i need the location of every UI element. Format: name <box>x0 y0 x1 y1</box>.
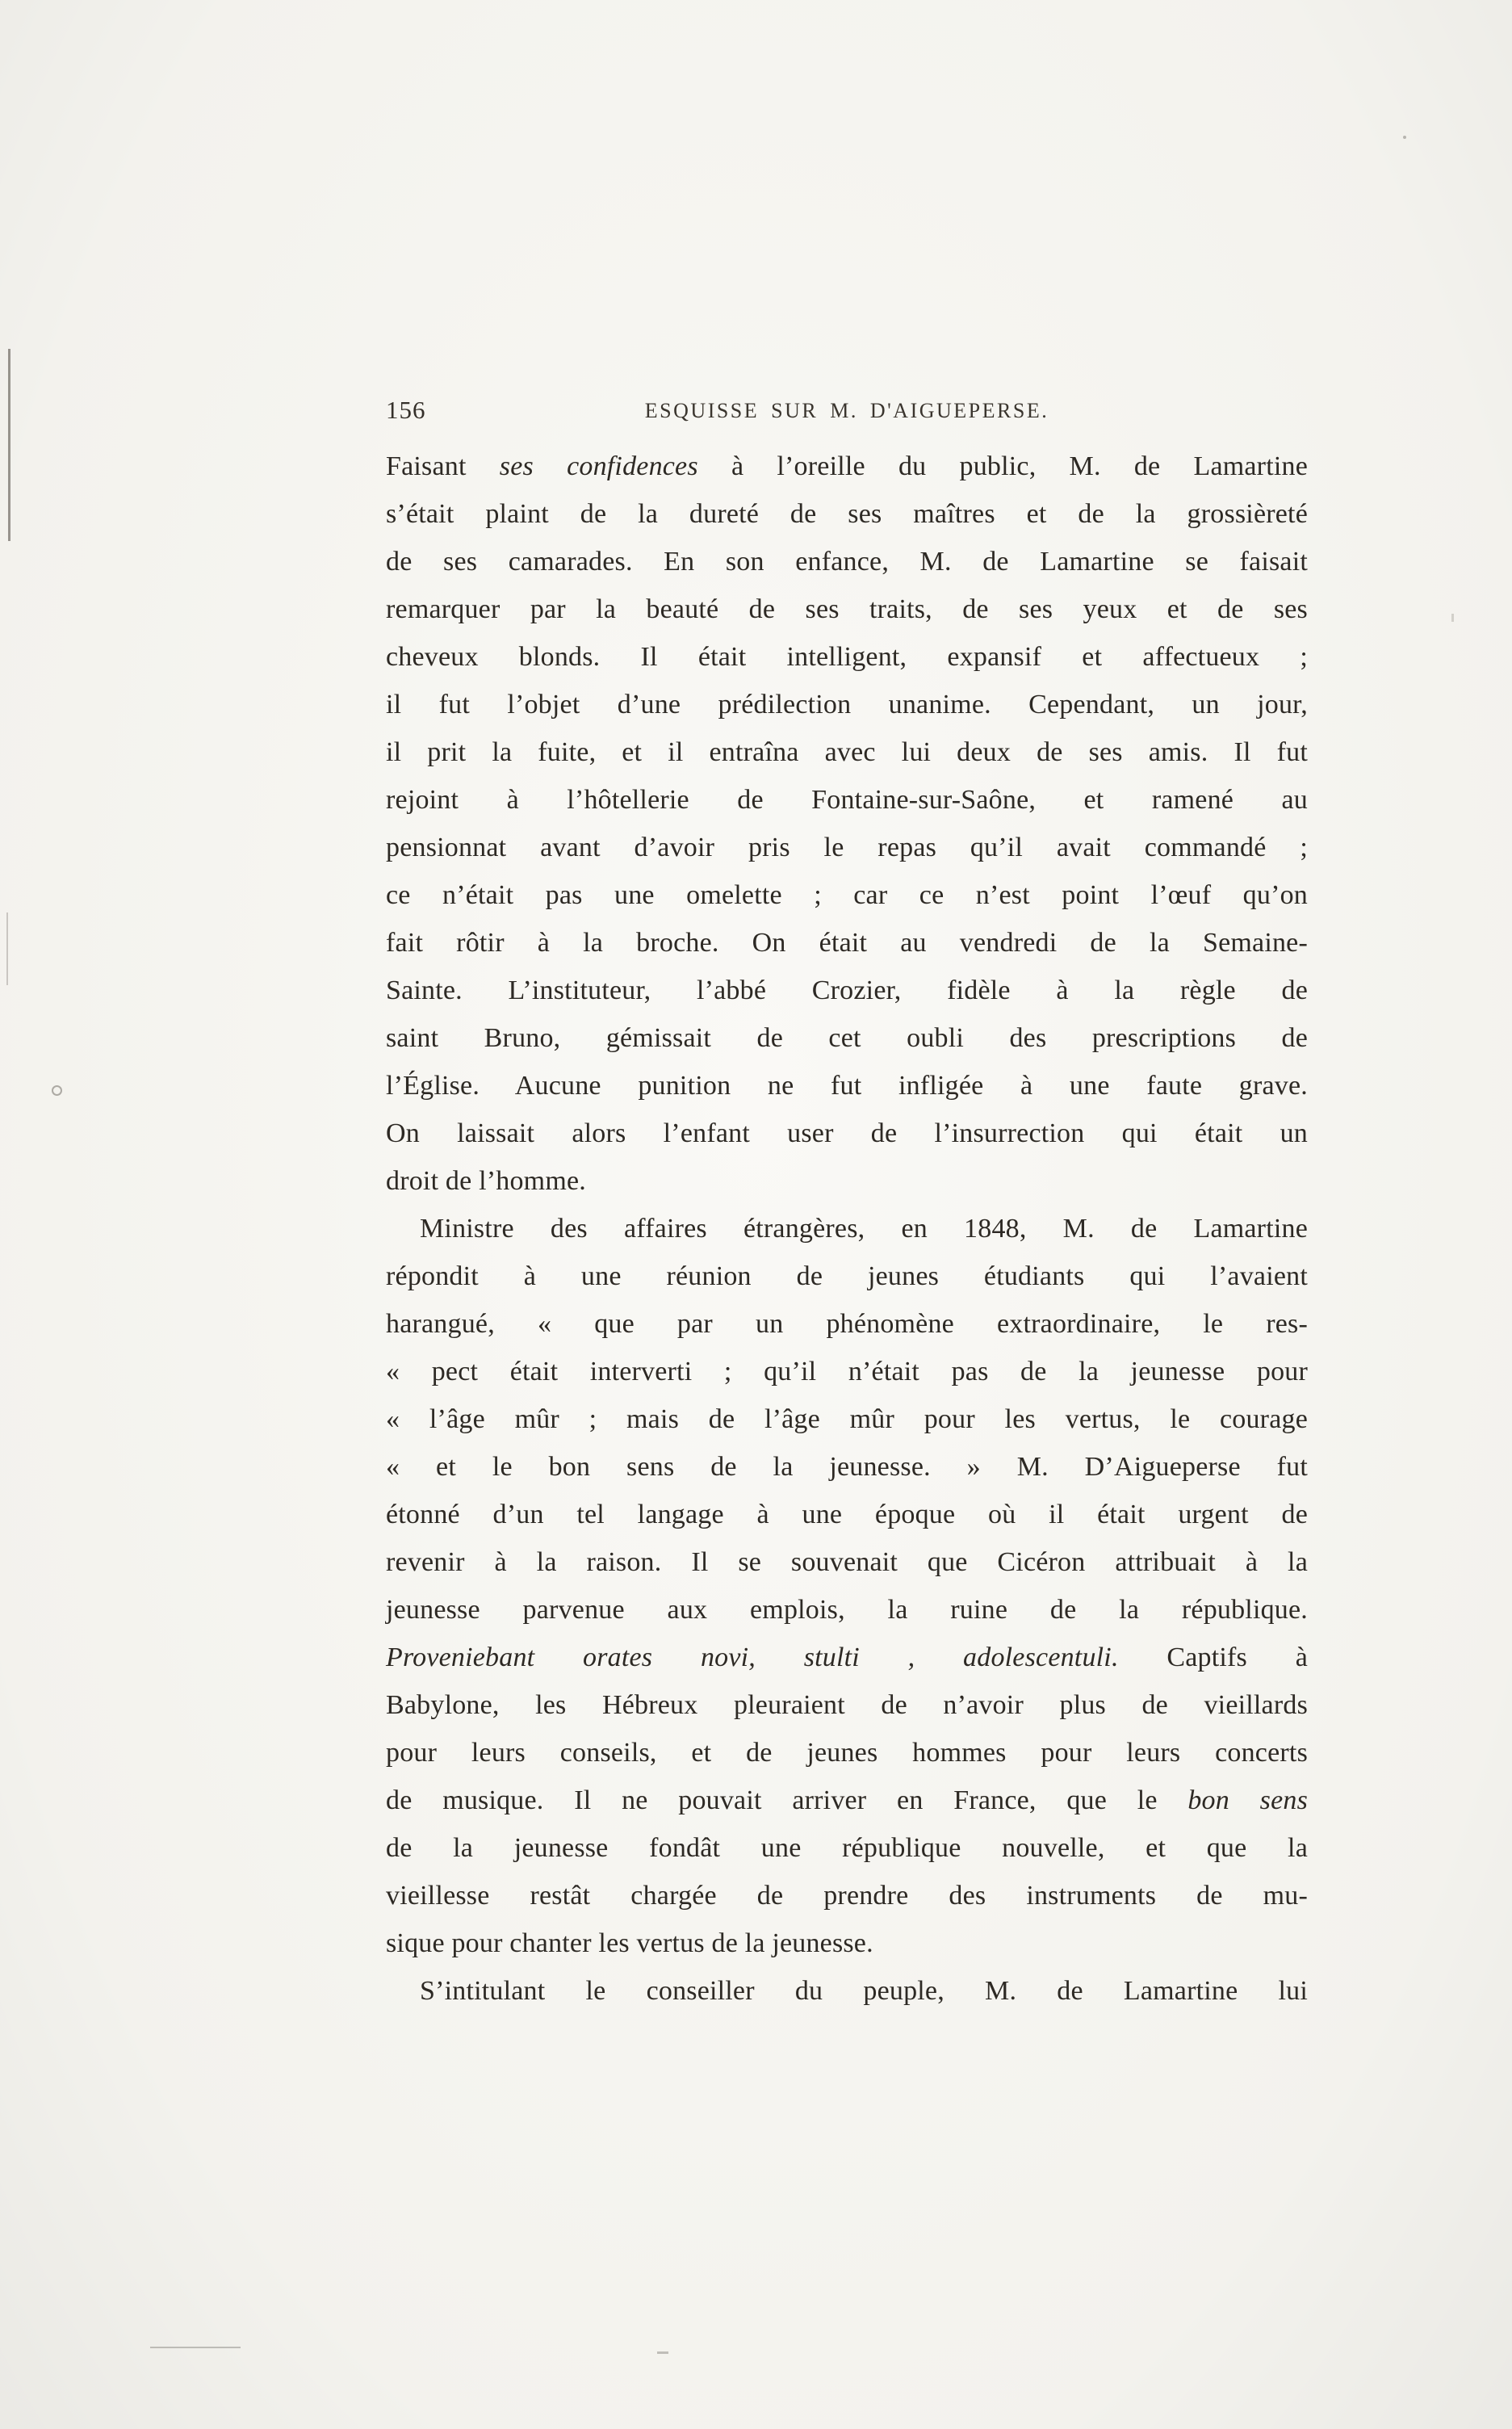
scan-artifact-margin-dot <box>52 1085 62 1096</box>
scan-artifact-left-line-2 <box>6 912 8 985</box>
text-line <box>386 1110 1308 1157</box>
text-line <box>386 1919 1308 1967</box>
text-line <box>386 728 1308 776</box>
scan-artifact-bottom-dot <box>657 2351 668 2354</box>
text-line <box>386 1157 1308 1205</box>
text-line <box>386 919 1308 967</box>
text-segment: sique pour chanter les vertus de la jeunesse. <box>386 1928 873 1958</box>
page-number: 156 <box>386 396 426 424</box>
text-segment: Ministre des affaires étrangères, en 1848, M. de Lamartine <box>420 1214 1308 1244</box>
text-line <box>386 1824 1308 1872</box>
text-segment: s’était plaint de la dureté de ses maîtres et de la grossièreté <box>386 499 1308 529</box>
text-line <box>386 1014 1308 1062</box>
text-line <box>386 585 1308 633</box>
text-segment: cheveux blonds. Il était intelligent, expansif et affectueux ; <box>386 642 1308 672</box>
text-line <box>386 1872 1308 1919</box>
text-segment: l’Église. Aucune punition ne fut infligée à une faute grave. <box>386 1071 1308 1101</box>
text-segment: harangué, « que par un phénomène extraordinaire, le res- <box>386 1309 1308 1339</box>
text-line <box>386 538 1308 585</box>
text-line <box>386 871 1308 919</box>
text-line <box>386 1252 1308 1300</box>
scan-artifact-speck <box>1403 136 1406 139</box>
text-segment: Sainte. L’instituteur, l’abbé Crozier, fidèle à la règle de <box>386 975 1308 1005</box>
text-segment: il fut l’objet d’une prédilection unanime. Cependant, un jour, <box>386 690 1308 719</box>
text-line <box>386 1967 1308 2015</box>
text-line <box>386 1205 1308 1252</box>
page-header <box>386 392 1308 431</box>
text-segment: étonné d’un tel langage à une époque où il était urgent de <box>386 1500 1308 1529</box>
italic-text-segment: ses confidences <box>499 451 698 481</box>
text-segment: « l’âge mûr ; mais de l’âge mûr pour les vertus, le courage <box>386 1404 1308 1434</box>
text-segment: On laissait alors l’enfant user de l’insurrection qui était un <box>386 1118 1308 1148</box>
text-line <box>386 633 1308 681</box>
text-line <box>386 824 1308 871</box>
text-line <box>386 1491 1308 1538</box>
text-line <box>386 1777 1308 1824</box>
text-line <box>386 681 1308 728</box>
scan-artifact-speck-2 <box>1451 614 1454 622</box>
text-line <box>386 1443 1308 1491</box>
text-segment: ce n’était pas une omelette ; car ce n’est point l’œuf qu’on <box>386 880 1308 910</box>
text-line <box>386 443 1308 490</box>
text-segment: de la jeunesse fondât une république nouvelle, et que la <box>386 1833 1308 1863</box>
text-line <box>386 967 1308 1014</box>
text-segment: il prit la fuite, et il entraîna avec lui deux de ses amis. Il fut <box>386 737 1308 767</box>
text-line <box>386 1681 1308 1729</box>
text-line <box>386 1062 1308 1110</box>
text-line <box>386 1729 1308 1777</box>
text-line <box>386 490 1308 538</box>
running-title: ESQUISSE SUR M. D'AIGUEPERSE. <box>644 399 1049 422</box>
scan-artifact-bottom-line <box>150 2347 241 2348</box>
text-segment: Faisant <box>386 451 500 481</box>
text-segment: droit de l’homme. <box>386 1166 586 1196</box>
text-segment: saint Bruno, gémissait de cet oubli des prescriptions de <box>386 1023 1308 1053</box>
italic-text-segment: bon sens <box>1187 1785 1308 1815</box>
text-line <box>386 1634 1308 1681</box>
text-line <box>386 1395 1308 1443</box>
text-segment: « et le bon sens de la jeunesse. » M. D’Aigueperse fut <box>386 1452 1308 1482</box>
text-line <box>386 1586 1308 1634</box>
text-segment: pour leurs conseils, et de jeunes hommes pour leurs concerts <box>386 1738 1308 1768</box>
text-segment: jeunesse parvenue aux emplois, la ruine de la république. <box>386 1595 1308 1625</box>
italic-text-segment: Proveniebant orates novi, stulti , adolescentuli. <box>386 1642 1119 1672</box>
text-segment: Babylone, les Hébreux pleuraient de n’avoir plus de vieillards <box>386 1690 1308 1720</box>
text-segment: « pect était interverti ; qu’il n’était pas de la jeunesse pour <box>386 1357 1308 1387</box>
text-segment: pensionnat avant d’avoir pris le repas qu’il avait commandé ; <box>386 833 1308 862</box>
text-line <box>386 1300 1308 1348</box>
text-segment: S’intitulant le conseiller du peuple, M. de Lamartine lui <box>420 1976 1308 2006</box>
body-text <box>386 443 1308 2015</box>
text-line <box>386 1348 1308 1395</box>
text-line <box>386 776 1308 824</box>
text-segment: répondit à une réunion de jeunes étudiants qui l’avaient <box>386 1261 1308 1291</box>
text-segment: de musique. Il ne pouvait arriver en France, que le <box>386 1785 1188 1815</box>
scan-artifact-left-line <box>8 349 10 541</box>
text-segment: rejoint à l’hôtellerie de Fontaine-sur-Saône, et ramené au <box>386 785 1308 815</box>
text-segment: de ses camarades. En son enfance, M. de Lamartine se faisait <box>386 547 1308 577</box>
text-segment: revenir à la raison. Il se souvenait que Cicéron attribuait à la <box>386 1547 1308 1577</box>
text-segment: Captifs à <box>1118 1642 1309 1672</box>
text-segment: remarquer par la beauté de ses traits, de ses yeux et de ses <box>386 594 1308 624</box>
text-segment: vieillesse restât chargée de prendre des instruments de mu- <box>386 1881 1308 1911</box>
text-segment: fait rôtir à la broche. On était au vendredi de la Semaine- <box>386 928 1308 958</box>
text-line <box>386 1538 1308 1586</box>
text-segment: à l’oreille du public, M. de Lamartine <box>697 451 1308 481</box>
